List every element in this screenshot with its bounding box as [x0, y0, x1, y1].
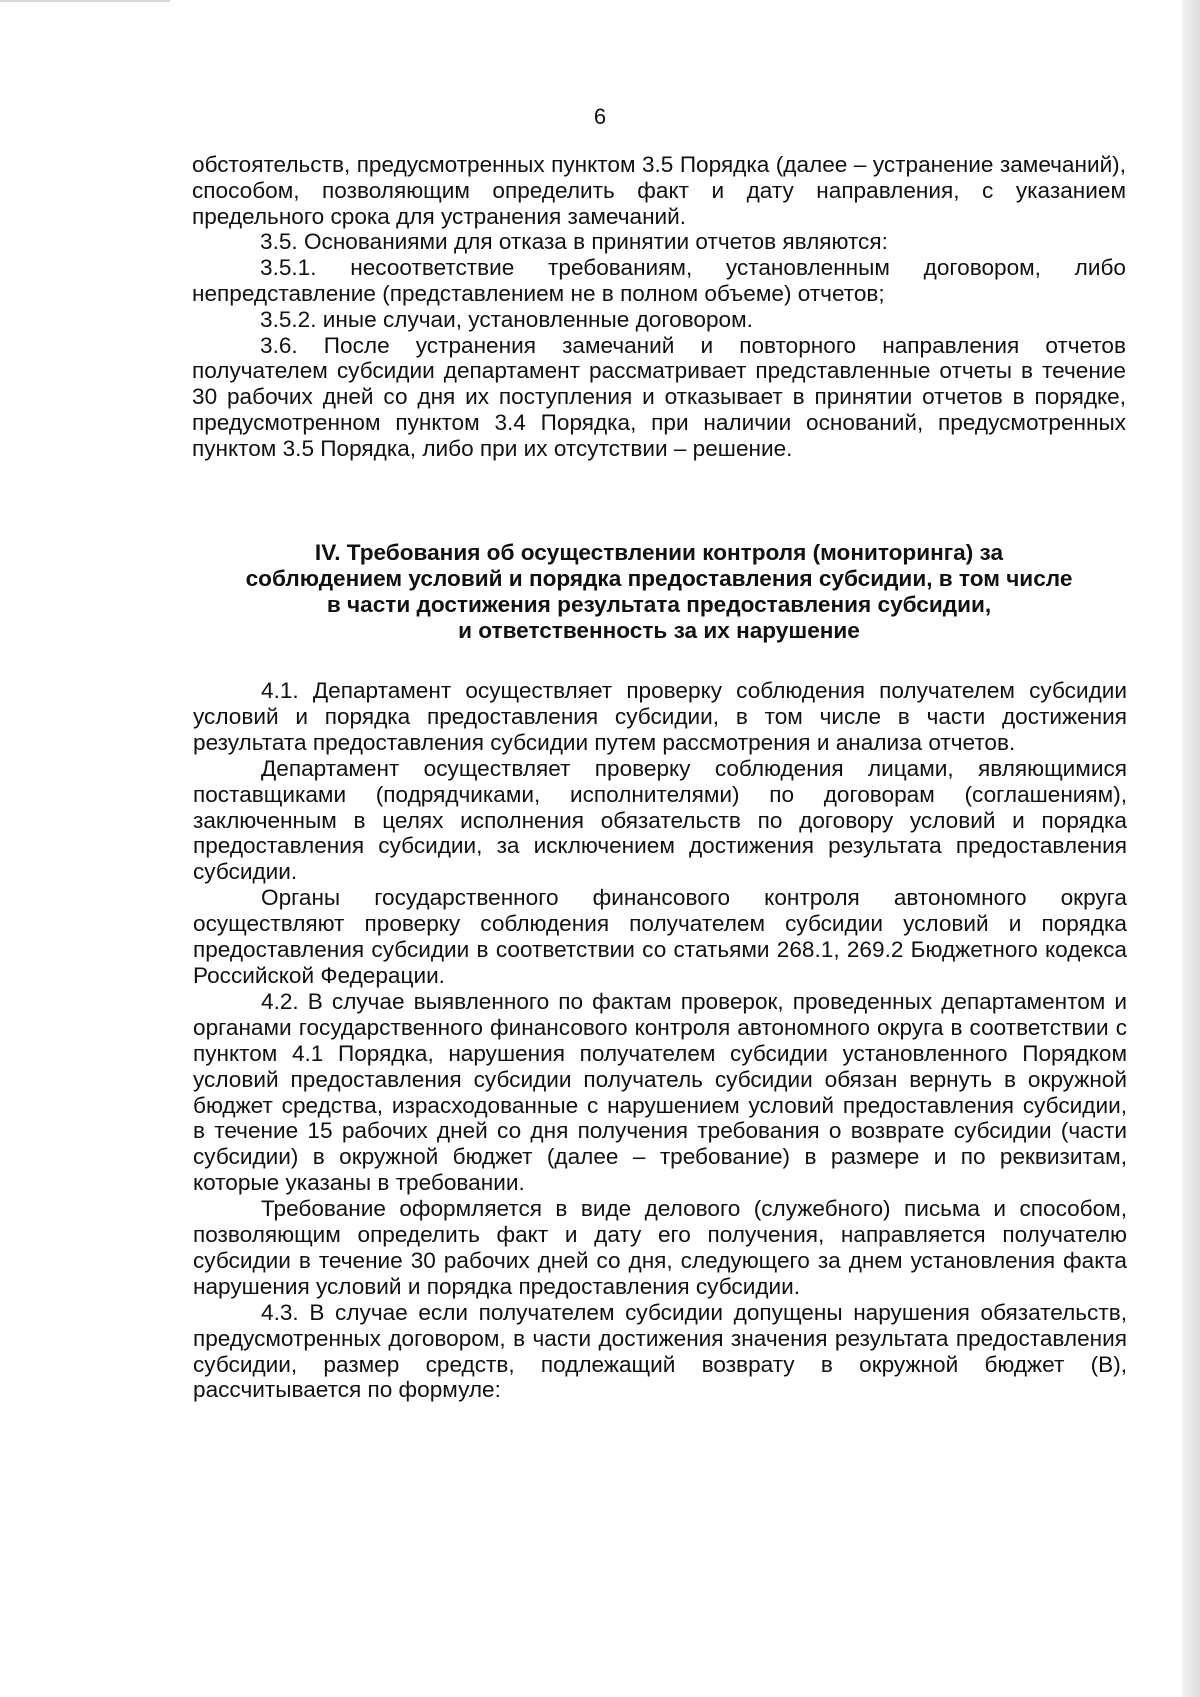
section-iv-body: [193, 678, 1127, 1403]
paragraph-4-1: 4.1. Департамент осуществляет проверку соблюдения получателем субсидии условий и порядка предоставления субсидии, в том числе в части достижения результата предоставления субсидии путем рассмотрения и анализа отчетов.: [193, 678, 1127, 755]
paragraph-4-3: 4.3. В случае если получателем субсидии допущены нарушения обязательств, предусмотренных договором, в части достижения значения результата предоставления субсидии, размер средств, подлежащий возврату в окружной бюджет (В), рассчитывается по формуле:: [193, 1299, 1127, 1403]
heading-line: в части достижения результата предоставления субсидии,: [326, 592, 992, 617]
heading-line: IV. Требования об осуществлении контроля (мониторинга) за: [314, 540, 1004, 565]
page-number: 6: [593, 104, 607, 129]
top-section: [192, 152, 1126, 462]
section-heading-iv: [192, 540, 1126, 644]
paragraph-3-6: 3.6. После устранения замечаний и повторного направления отчетов получателем субсидии департамент рассматривает представленные отчеты в течение 30 рабочих дней со дня их поступления и отказывает в принятии отчетов в порядке, предусмотренном пунктом 3.4 Порядка, при наличии оснований, предусмотренных пунктом 3.5 Порядка, либо при их отсутствии – решение.: [192, 332, 1126, 461]
paragraph-3-5-1: 3.5.1. несоответствие требованиям, установленным договором, либо непредставление (представлением не в полном объеме) отчетов;: [192, 255, 1126, 306]
paragraph-4-2: 4.2. В случае выявленного по фактам проверок, проведенных департаментом и органами государственного финансового контроля автономного округа в соответствии с пунктом 4.1 Порядка, нарушения получателем субсидии установленного Порядком условий предоставления субсидии получатель субсидии обязан вернуть в окружной бюджет средства, израсходованные с нарушением условий предоставления субсидии, в течение 15 рабочих дней со дня получения требования о возврате субсидии (части субсидии) в окружной бюджет (далее – требование) в размере и по реквизитам, которые указаны в требовании.: [193, 988, 1127, 1196]
paragraph-3-5-2: 3.5.2. иные случаи, установленные договором.: [260, 306, 753, 332]
scan-edge-right: [1182, 0, 1200, 1697]
paragraph-department-check: Департамент осуществляет проверку соблюдения лицами, являющимися поставщиками (подрядчиками, исполнителями) по договорам (соглашениям), заключенным в целях исполнения обязательств по договору условий и порядка предоставления субсидии, за исключением достижения результата предоставления субсидии.: [193, 755, 1127, 885]
paragraph-requirement: Требование оформляется в виде делового (служебного) письма и способом, позволяющим определить факт и дату его получения, направляется получателю субсидии в течение 30 рабочих дней со дня, следующего за днем установления факта нарушения условий и порядка предоставления субсидии.: [193, 1196, 1127, 1299]
heading-line: и ответственность за их нарушение: [458, 618, 860, 643]
paragraph-3-5: 3.5. Основаниями для отказа в принятии отчетов являются:: [260, 229, 888, 255]
paragraph-continuation: обстоятельств, предусмотренных пунктом 3.5 Порядка (далее – устранение замечаний), способом, позволяющим определить факт и дату направления, с указанием предельного срока для устранения замечаний.: [192, 152, 1126, 229]
heading-line: соблюдением условий и порядка предоставления субсидии, в том числе: [245, 566, 1073, 591]
paragraph-financial-control: Органы государственного финансового контроля автономного округа осуществляют проверку соблюдения получателем субсидии условий и порядка предоставления субсидии в соответствии со статьями 268.1, 269.2 Бюджетного кодекса Российской Федерации.: [193, 885, 1127, 988]
scan-edge-top: [0, 0, 170, 2]
